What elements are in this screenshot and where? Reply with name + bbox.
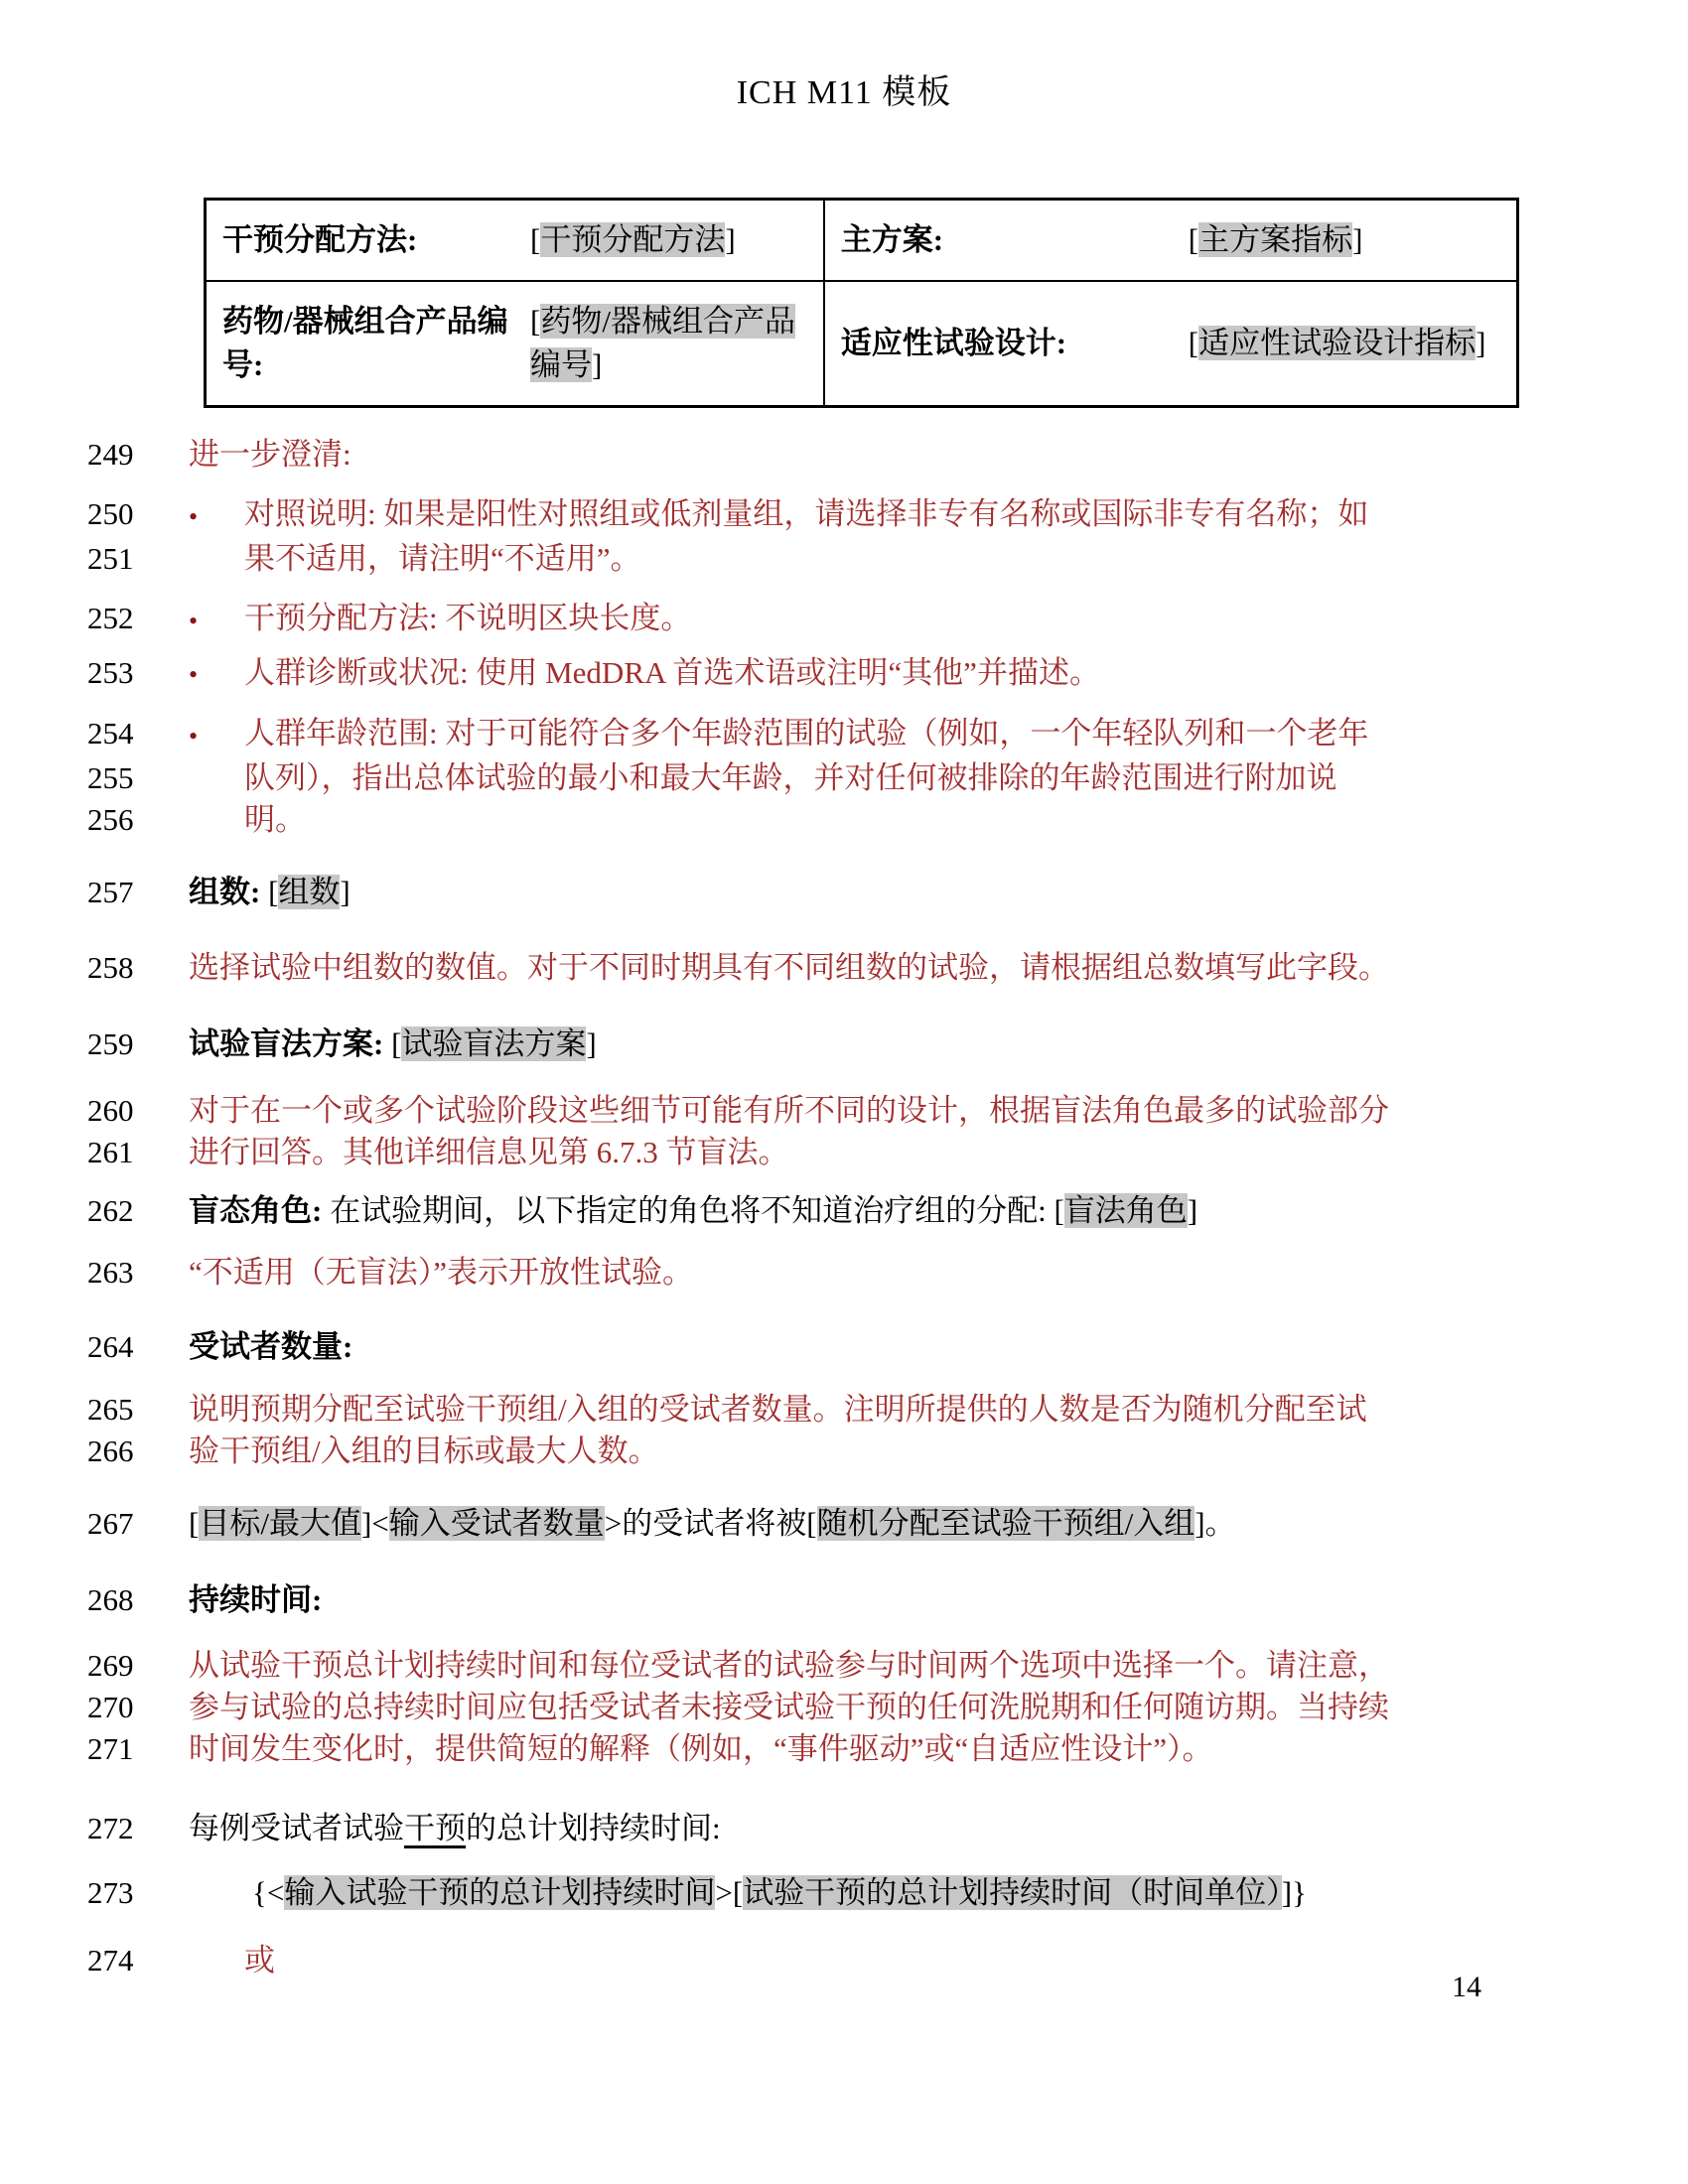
placeholder-field[interactable]: 组数 [278,875,341,910]
placeholder-field[interactable]: 试验盲法方案 [401,1026,587,1062]
text-segment: 干预分配方法: 不说明区块长度。 [244,600,692,635]
line-number: 254 [87,716,134,751]
field-label: 盲态角色: [189,1193,323,1229]
table-cell-adaptive-design [824,281,1518,407]
placeholder-field[interactable]: 主方案指标 [1198,221,1353,257]
line-number: 265 [87,1392,134,1428]
bracket: ] [725,221,736,257]
bullet-icon: • [189,660,199,690]
bracket: [ [260,875,279,910]
text-segment: “不适用（无盲法）”表示开放性试验。 [189,1255,694,1291]
line-number: 267 [87,1506,134,1542]
line-number: 264 [87,1329,134,1365]
text-segment: 果不适用，请注明“不适用”。 [244,540,641,576]
line-number: 268 [87,1582,134,1618]
field-label: 适应性试验设计: [840,325,1067,360]
doc-line-267 [0,1503,1688,1545]
bracket: ] [1476,325,1486,360]
bracket: [ [1188,221,1199,257]
bracket: [ [189,1506,200,1542]
doc-line-269 [0,1645,1688,1687]
text-segment: 选择试验中组数的数值。对于不同时期具有不同组数的试验，请根据组总数填写此字段。 [189,950,1389,986]
doc-line-264 [0,1326,1688,1368]
line-number: 261 [87,1135,134,1170]
doc-line-254 [0,713,1688,757]
doc-line-262 [0,1190,1688,1232]
bracket: ]< [360,1506,389,1542]
placeholder-field[interactable]: 适应性试验设计指标 [1198,325,1477,360]
placeholder-field[interactable]: 药物/器械组合产品编号 [530,303,795,382]
body-text [0,434,1688,1982]
line-number: 253 [87,654,134,690]
line-number: 271 [87,1731,134,1767]
bracket: [ [1188,325,1199,360]
text-segment: 进行回答。其他详细信息见第 6.7.3 节盲法。 [189,1135,789,1170]
bracket: ]} [1281,1875,1307,1911]
text-segment: 验干预组/入组的目标或最大人数。 [189,1433,659,1469]
table-cell-intervention-allocation [206,199,824,281]
line-number: 258 [87,950,134,986]
field-label: 试验盲法方案: [189,1026,384,1062]
underlined-text: 干预 [404,1811,466,1848]
field-value [530,300,807,387]
placeholder-field[interactable]: 随机分配至试验干预组/入组 [816,1506,1196,1542]
doc-line-270 [0,1687,1688,1728]
doc-line-274 [0,1940,1688,1981]
line-number: 250 [87,495,134,531]
page-number: 14 [1452,1971,1481,2003]
line-number: 257 [87,875,134,910]
text-segment: 在试验期间，以下指定的角色将不知道治疗组的分配: [ [322,1193,1064,1229]
table-cell-master-protocol [824,199,1518,281]
doc-line-255 [0,757,1688,799]
summary-table [204,198,1519,408]
text-segment: 时间发生变化时，提供简短的解释（例如，“事件驱动”或“自适应性设计”）。 [189,1731,1213,1767]
bracket: {< [252,1875,285,1911]
doc-line-272 [0,1808,1688,1849]
line-number: 273 [87,1875,134,1911]
doc-line-251 [0,538,1688,580]
line-number: 263 [87,1255,134,1291]
doc-line-268 [0,1579,1688,1621]
table-row [206,199,1518,281]
text-segment: 的总计划持续时间: [466,1811,721,1846]
doc-line-257 [0,872,1688,913]
line-number: 274 [87,1943,134,1979]
bracket: [ [530,221,541,257]
line-number: 249 [87,436,134,472]
text-segment: 从试验干预总计划持续时间和每位受试者的试验参与时间两个选项中选择一个。请注意， [189,1648,1389,1684]
line-number: 259 [87,1026,134,1062]
field-label: 药物/器械组合产品编号: [222,303,508,382]
line-number: 272 [87,1811,134,1846]
doc-line-259 [0,1024,1688,1065]
field-label: 主方案: [840,221,944,257]
line-number: 256 [87,802,134,838]
text-segment: >的受试者将被[ [604,1506,817,1542]
field-label: 组数: [189,875,261,910]
line-number: 266 [87,1433,134,1469]
bullet-icon: • [189,606,199,635]
section-heading: 持续时间: [189,1582,323,1618]
line-number: 255 [87,760,134,796]
line-number: 270 [87,1690,134,1725]
bracket: ] [340,875,351,910]
doc-line-256 [0,799,1688,841]
table-cell-combination-product [206,281,824,407]
text-segment: 说明预期分配至试验干预组/入组的受试者数量。注明所提供的人数是否为随机分配至试 [189,1392,1367,1428]
bracket: ] [592,346,603,382]
doc-line-260 [0,1090,1688,1132]
doc-line-250 [0,493,1688,538]
bracket: [ [530,303,541,339]
bracket: ] [586,1026,597,1062]
bracket: >[ [715,1875,744,1911]
bracket: [ [383,1026,402,1062]
text-segment: 对照说明: 如果是阳性对照组或低剂量组，请选择非专有名称或国际非专有名称；如 [244,495,1369,531]
text-segment: 明。 [244,802,306,838]
doc-line-253 [0,652,1688,697]
placeholder-field[interactable]: 盲法角色 [1063,1193,1188,1229]
placeholder-field[interactable]: 干预分配方法 [540,221,726,257]
table-row [206,281,1518,407]
text-segment: 每例受试者试验 [189,1811,404,1846]
doc-line-261 [0,1132,1688,1173]
field-value [1189,218,1500,262]
field-value [530,218,807,262]
line-number: 251 [87,540,134,576]
line-number: 269 [87,1648,134,1684]
doc-line-252 [0,598,1688,642]
field-value [1189,322,1500,365]
bullet-icon: • [189,722,199,751]
doc-line-271 [0,1728,1688,1770]
doc-line-249 [0,434,1688,476]
line-number: 252 [87,600,134,635]
line-number: 260 [87,1093,134,1129]
bracket: ] [1352,221,1363,257]
doc-line-258 [0,947,1688,989]
text-segment: 参与试验的总持续时间应包括受试者未接受试验干预的任何洗脱期和任何随访期。当持续 [189,1690,1389,1725]
section-heading: 受试者数量: [189,1329,353,1365]
placeholder-field[interactable]: 输入受试者数量 [388,1506,605,1542]
text-segment: 进一步澄清: [189,436,352,472]
placeholder-field[interactable]: 目标/最大值 [199,1506,361,1542]
text-segment: 队列），指出总体试验的最小和最大年龄，并对任何被排除的年龄范围进行附加说 [244,760,1337,796]
line-number: 262 [87,1193,134,1229]
doc-line-263 [0,1252,1688,1294]
text-segment: 或 [244,1943,275,1979]
doc-line-266 [0,1431,1688,1472]
bracket: ] [1187,1193,1198,1229]
bracket: ]。 [1195,1506,1236,1542]
text-segment: 人群诊断或状况: 使用 MedDRA 首选术语或注明“其他”并描述。 [244,654,1100,690]
bullet-icon: • [189,501,199,531]
placeholder-field[interactable]: 输入试验干预的总计划持续时间 [284,1875,716,1911]
text-segment: 人群年龄范围: 对于可能符合多个年龄范围的试验（例如，一个年轻队列和一个老年 [244,716,1369,751]
text-segment: 对于在一个或多个试验阶段这些细节可能有所不同的设计，根据盲法角色最多的试验部分 [189,1093,1389,1129]
page-title: ICH M11 模板 [736,74,952,111]
placeholder-field[interactable]: 试验干预的总计划持续时间（时间单位） [743,1875,1282,1911]
field-label: 干预分配方法: [222,221,418,257]
doc-line-273 [0,1872,1688,1914]
doc-line-265 [0,1389,1688,1431]
